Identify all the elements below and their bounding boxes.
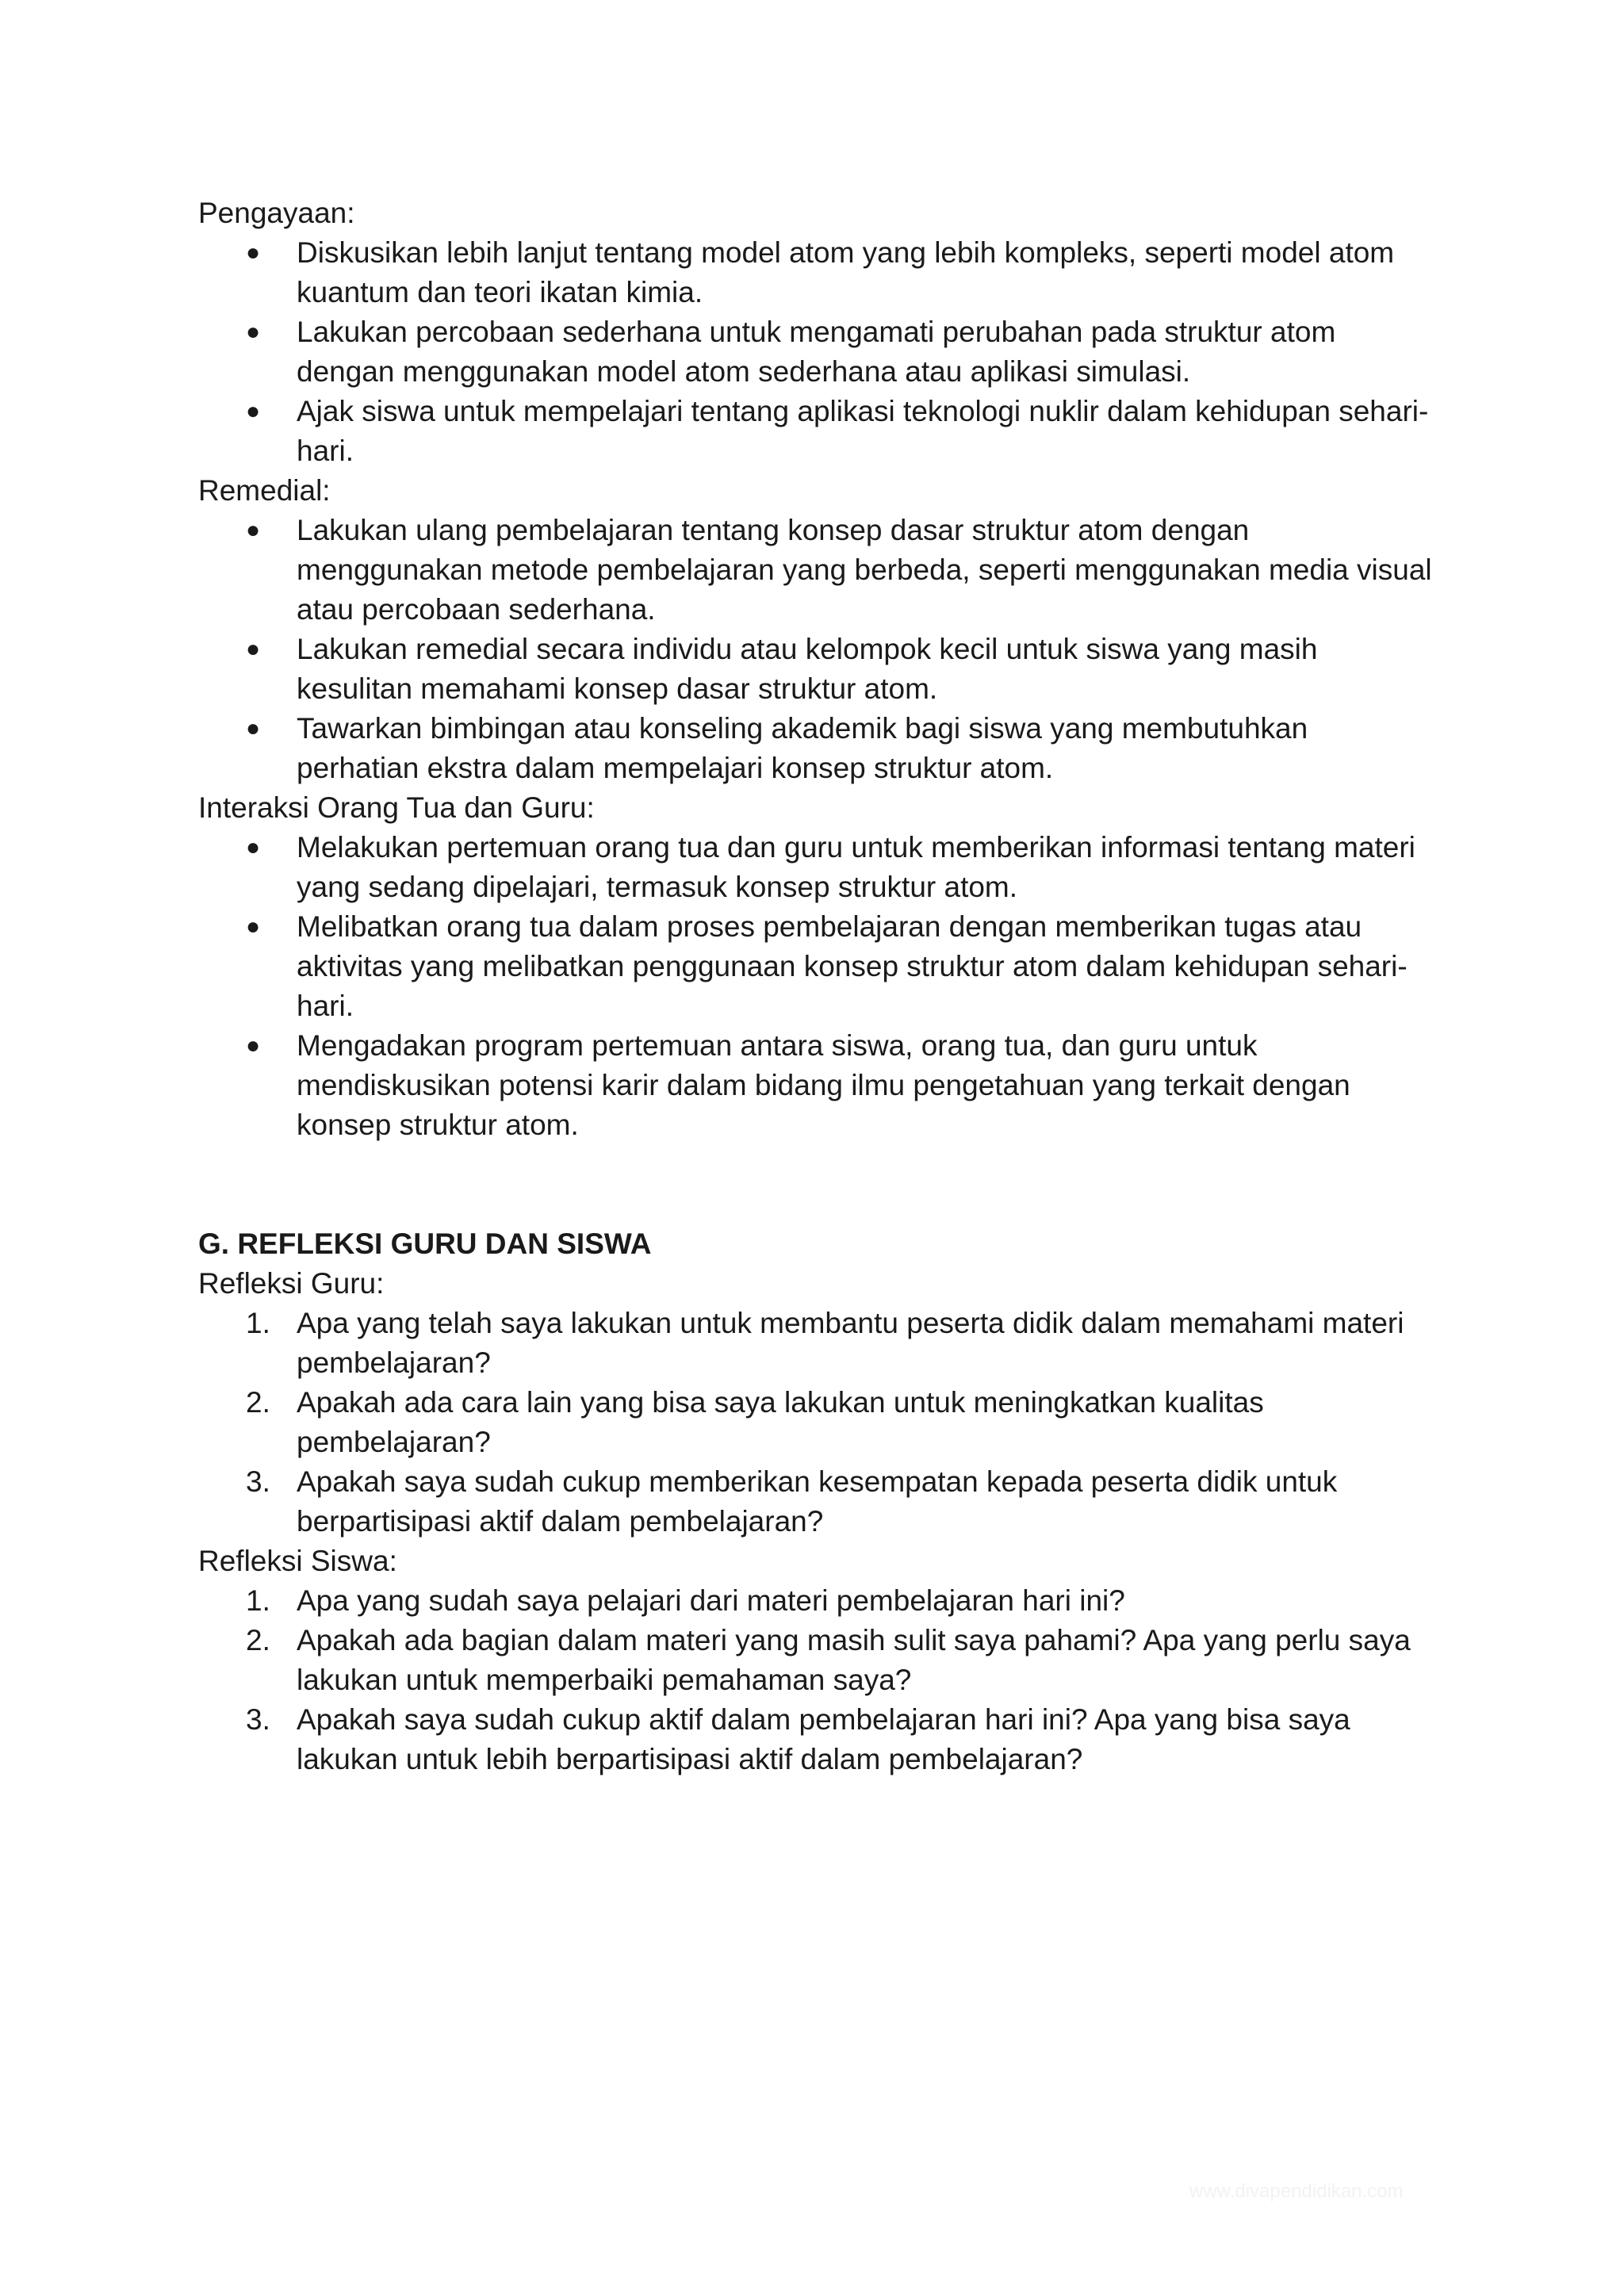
list-item-text: Lakukan percobaan sederhana untuk mengamati perubahan pada struktur atom dengan menggunakan model atom sederhana atau aplikasi simulasi. [297,316,1336,388]
list-number: 3. [246,1703,270,1736]
list-item-text: Apa yang sudah saya pelajari dari materi pembelajaran hari ini? [297,1584,1125,1617]
list-number: 1. [246,1584,270,1617]
refleksi-siswa-list [198,1581,1435,1779]
refleksi-siswa-label: Refleksi Siswa: [198,1545,397,1577]
bullet-icon: ● [246,239,261,266]
refleksi-guru-label: Refleksi Guru: [198,1267,385,1300]
list-item-text: Apa yang telah saya lakukan untuk membantu peserta didik dalam memahami materi pembelajaran? [297,1307,1404,1379]
list-item [198,1383,1435,1462]
bullet-icon: ● [246,1032,261,1059]
list-item-text: Lakukan remedial secara individu atau kelompok kecil untuk siswa yang masih kesulitan memahami konsep dasar struktur atom. [297,633,1318,705]
pengayaan-list [198,233,1435,471]
list-item [198,1581,1435,1621]
section-heading: G. REFLEKSI GURU DAN SISWA [198,1227,652,1260]
list-item-text: Diskusikan lebih lanjut tentang model atom yang lebih kompleks, seperti model atom kuantum dan teori ikatan kimia. [297,236,1395,308]
list-item-text: Melibatkan orang tua dalam proses pembelajaran dengan memberikan tugas atau aktivitas yang melibatkan penggunaan konsep struktur atom dalam kehidupan sehari-hari. [297,910,1408,1022]
list-item [198,1700,1435,1779]
list-item [198,1621,1435,1700]
remedial-list [198,511,1435,788]
list-item [198,392,1435,471]
list-item-text: Apakah saya sudah cukup memberikan kesempatan kepada peserta didik untuk berpartisipasi aktif dalam pembelajaran? [297,1465,1338,1538]
list-item [198,511,1435,630]
watermark: www.divapendidikan.com [1189,2181,1404,2202]
list-item [198,907,1435,1026]
list-item-text: Tawarkan bimbingan atau konseling akademik bagi siswa yang membutuhkan perhatian ekstra dalam mempelajari konsep struktur atom. [297,712,1308,784]
remedial-label: Remedial: [198,474,331,507]
list-item-text: Apakah ada cara lain yang bisa saya lakukan untuk meningkatkan kualitas pembelajaran? [297,1386,1264,1458]
list-number: 2. [246,1386,270,1419]
list-item-text: Apakah ada bagian dalam materi yang masih sulit saya pahami? Apa yang perlu saya lakukan untuk memperbaiki pemahaman saya? [297,1624,1411,1696]
interaksi-label: Interaksi Orang Tua dan Guru: [198,791,595,824]
list-item-text: Mengadakan program pertemuan antara siswa, orang tua, dan guru untuk mendiskusikan potensi karir dalam bidang ilmu pengetahuan yang terkait dengan konsep struktur atom. [297,1029,1350,1141]
list-item [198,709,1435,788]
list-item [198,233,1435,312]
list-item-text: Ajak siswa untuk mempelajari tentang aplikasi teknologi nuklir dalam kehidupan sehari-hari. [297,395,1429,467]
list-item [198,1304,1435,1383]
pengayaan-label: Pengayaan: [198,197,355,229]
list-item [198,312,1435,392]
list-item [198,1026,1435,1145]
list-number: 2. [246,1624,270,1656]
document-page [198,193,1435,1779]
list-number: 3. [246,1465,270,1498]
bullet-icon: ● [246,636,261,662]
bullet-icon: ● [246,517,261,543]
list-item [198,828,1435,907]
list-number: 1. [246,1307,270,1339]
bullet-icon: ● [246,398,261,424]
interaksi-list [198,828,1435,1145]
list-item-text: Melakukan pertemuan orang tua dan guru untuk memberikan informasi tentang materi yang sedang dipelajari, termasuk konsep struktur atom. [297,831,1415,903]
bullet-icon: ● [246,319,261,345]
refleksi-guru-list [198,1304,1435,1541]
list-item [198,1462,1435,1541]
bullet-icon: ● [246,834,261,860]
list-item-text: Lakukan ulang pembelajaran tentang konsep dasar struktur atom dengan menggunakan metode pembelajaran yang berbeda, seperti menggunakan media visual atau percobaan sederhana. [297,514,1432,626]
list-item-text: Apakah saya sudah cukup aktif dalam pembelajaran hari ini? Apa yang bisa saya lakukan untuk lebih berpartisipasi aktif dalam pembelajaran? [297,1703,1350,1775]
bullet-icon: ● [246,715,261,741]
bullet-icon: ● [246,913,261,940]
list-item [198,630,1435,709]
